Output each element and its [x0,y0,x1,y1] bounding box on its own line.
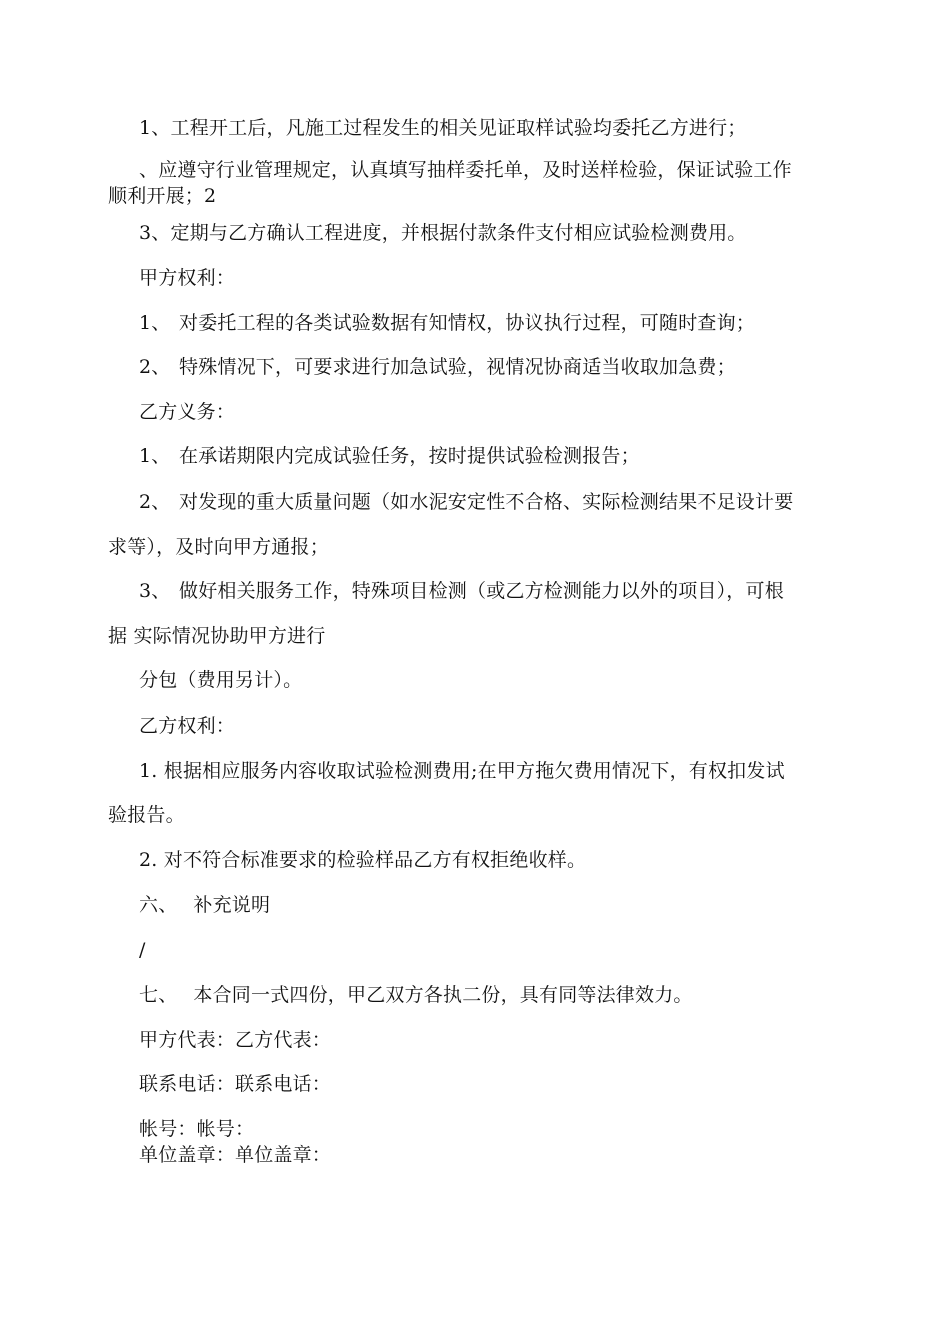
rights-a-item-2-number: 2、 [139,356,171,378]
section-6-content: / [139,939,146,961]
section-7-number: 七、 [139,984,178,1006]
obligations-b-item-2 [108,489,874,515]
rights-a-item-1-number: 1、 [139,312,171,334]
rights-a-item-1-text: 对委托工程的各类试验数据有知情权，协议执行过程，可随时查询； [179,312,756,334]
section-6-number: 六、 [139,894,178,916]
obligation-a-item-1: 1、工程开工后，凡施工过程发生的相关见证取样试验均委托乙方进行； [139,117,747,139]
section-6-title: 补充说明 [193,894,271,916]
rights-b-heading: 乙方权利： [139,715,236,737]
signature-representatives: 甲方代表：乙方代表： [139,1029,332,1051]
section-7-paragraph [108,982,874,1008]
rights-b-item-1-line-1: 1. 根据相应服务内容收取试验检测费用;在甲方拖欠费用情况下，有权扣发试 [139,760,785,782]
rights-b-item-2: 2. 对不符合标准要求的检验样品乙方有权拒绝收样。 [139,849,587,871]
obligations-b-item-3 [108,578,874,604]
rights-a-heading: 甲方权利： [139,267,236,289]
obligations-b-item-2-number: 2、 [139,491,171,513]
signature-seals: 单位盖章：单位盖章： [139,1144,332,1166]
obligation-a-item-2-line-2: 顺利开展；2 [108,185,217,207]
rights-b-item-1-line-2: 验报告。 [108,804,185,826]
obligations-b-item-2-text: 对发现的重大质量问题（如水泥安定性不合格、实际检测结果不足设计要 [179,491,794,513]
section-6-heading [108,892,874,918]
rights-a-item-2 [108,354,874,380]
obligations-b-item-2-continued: 求等），及时向甲方通报； [108,536,329,558]
signature-phones: 联系电话：联系电话： [139,1073,332,1095]
obligation-a-item-2-line-1: 、应遵守行业管理规定，认真填写抽样委托单，及时送样检验，保证试验工作 [139,159,792,181]
obligation-a-item-3: 3、定期与乙方确认工程进度，并根据付款条件支付相应试验检测费用。 [139,222,747,244]
section-7-text: 本合同一式四份，甲乙双方各执二份，具有同等法律效力。 [193,984,693,1006]
obligations-b-item-1-number: 1、 [139,445,171,467]
rights-a-item-2-text: 特殊情况下，可要求进行加急试验，视情况协商适当收取加急费； [179,356,736,378]
obligations-b-item-3-text: 做好相关服务工作，特殊项目检测（或乙方检测能力以外的项目），可根 [179,580,784,602]
obligations-b-heading: 乙方义务： [139,401,236,423]
obligations-b-item-3-continued-2: 分包（费用另计）。 [139,669,303,691]
obligations-b-item-3-continued: 据 实际情况协助甲方进行 [108,625,326,647]
rights-a-item-1 [108,310,874,336]
obligations-b-item-1 [108,443,874,469]
signature-accounts: 帐号：帐号： [139,1118,255,1140]
obligations-b-item-3-number: 3、 [139,580,171,602]
obligations-b-item-1-text: 在承诺期限内完成试验任务，按时提供试验检测报告； [179,445,640,467]
